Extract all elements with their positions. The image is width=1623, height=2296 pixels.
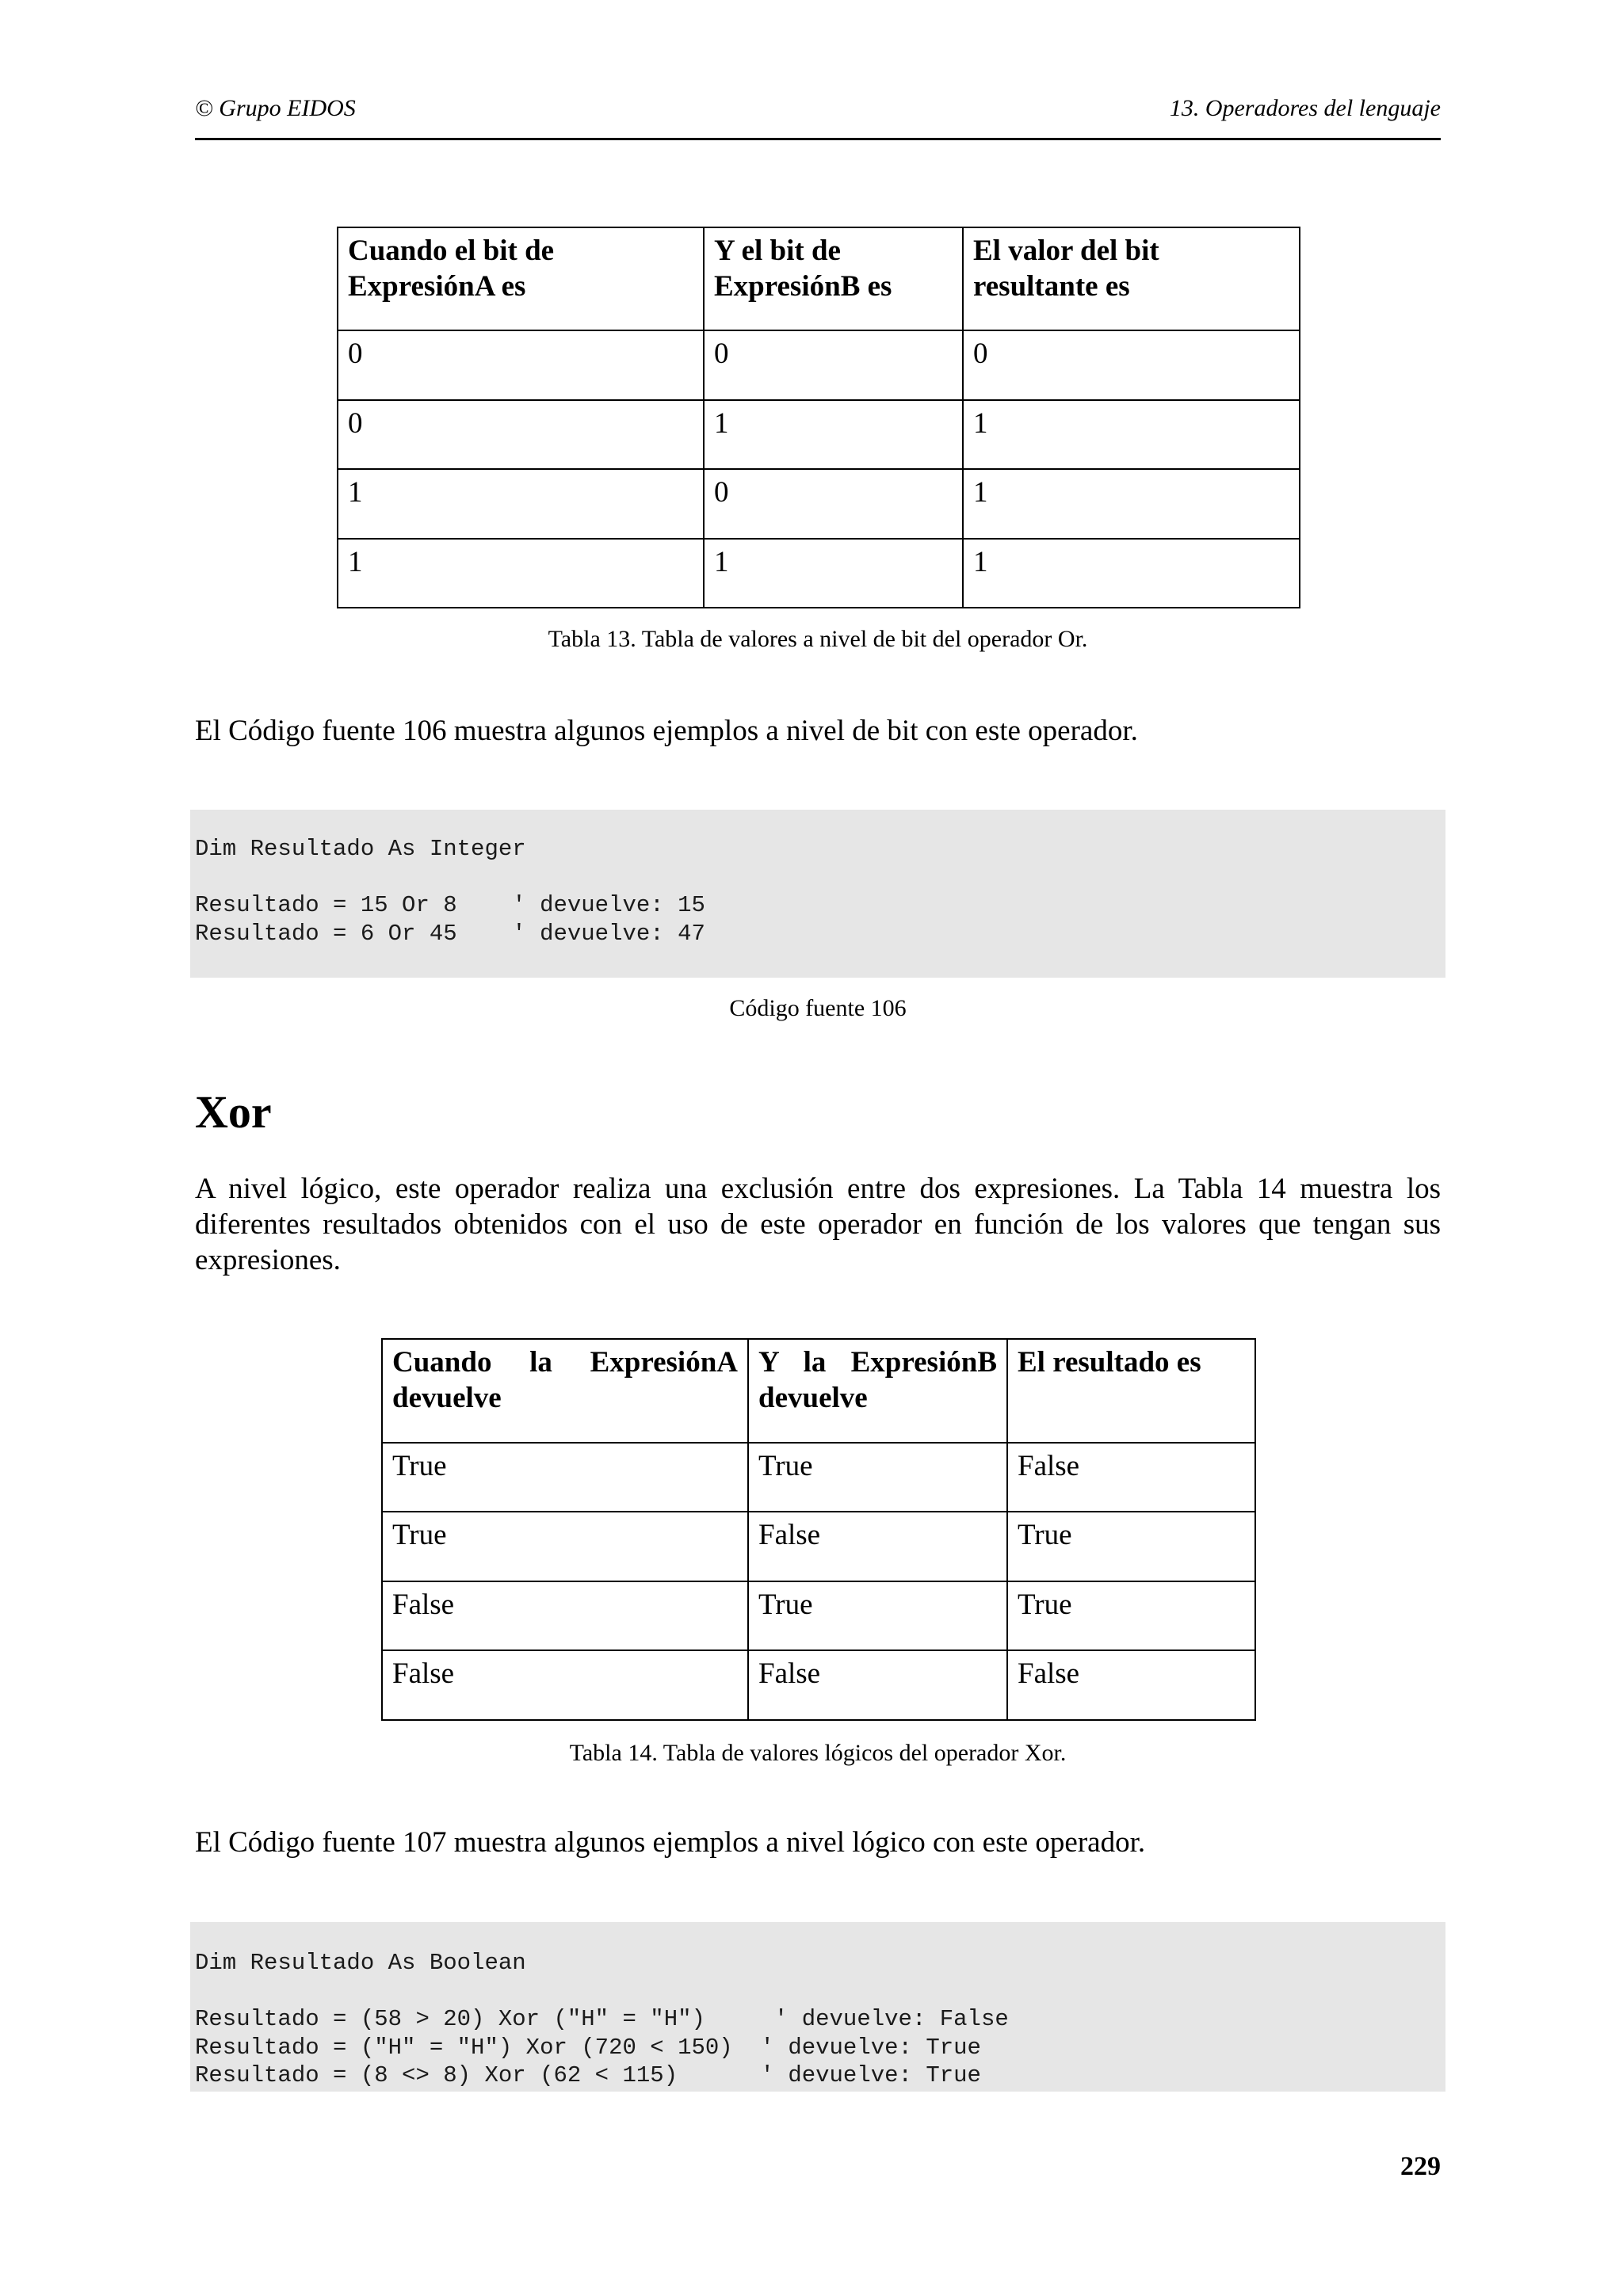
table-cell: True: [1007, 1512, 1255, 1581]
code-block-106: [190, 810, 1445, 978]
table-row: [382, 1443, 1255, 1512]
table-cell: True: [1007, 1581, 1255, 1650]
table-row: [338, 469, 1300, 539]
table-header-row: [338, 227, 1300, 330]
section-heading: Xor: [195, 1086, 272, 1138]
table-cell: False: [382, 1650, 748, 1720]
code-line: Resultado = 15 Or 8 ' devuelve: 15: [195, 892, 705, 918]
table-cell: False: [748, 1650, 1007, 1720]
table-cell: False: [748, 1512, 1007, 1581]
table-cell: 0: [338, 330, 704, 400]
code-line: Resultado = (58 > 20) Xor ("H" = "H") ' devuelve: False: [195, 2006, 1009, 2032]
header-rule: [195, 138, 1441, 140]
table-14: [381, 1338, 1256, 1721]
page-number: 229: [1400, 2152, 1441, 2181]
table-cell: 1: [338, 469, 704, 539]
table-cell: 0: [963, 330, 1300, 400]
table-cell: 0: [704, 330, 963, 400]
code-blank-line: [195, 864, 1445, 892]
table-row: [382, 1650, 1255, 1720]
table-cell: 0: [338, 400, 704, 469]
table-row: [338, 400, 1300, 469]
table-header-cell: Y el bit de ExpresiónB es: [704, 227, 963, 330]
code-blank-line: [195, 1978, 1445, 2006]
header-right: 13. Operadores del lenguaje: [1169, 95, 1441, 121]
table-header-cell: El valor del bit resultante es: [963, 227, 1300, 330]
table-header-cell: Y la ExpresiónB devuelve: [748, 1339, 1007, 1443]
table-header-cell: El resultado es: [1007, 1339, 1255, 1443]
table-cell: True: [748, 1581, 1007, 1650]
code-line: Resultado = ("H" = "H") Xor (720 < 150) ' devuelve: True: [195, 2034, 981, 2061]
table-cell: True: [382, 1443, 748, 1512]
table-cell: 1: [704, 539, 963, 608]
table-cell: True: [382, 1512, 748, 1581]
table-13-caption: Tabla 13. Tabla de valores a nivel de bit del operador Or.: [548, 626, 1088, 652]
table-cell: 1: [963, 400, 1300, 469]
table-cell: True: [748, 1443, 1007, 1512]
code-block-107: [190, 1922, 1445, 2092]
table-cell: False: [1007, 1443, 1255, 1512]
table-cell: 1: [338, 539, 704, 608]
table-cell: False: [382, 1581, 748, 1650]
paragraph-code-106-intro: El Código fuente 106 muestra algunos ejemplos a nivel de bit con este operador.: [195, 715, 1138, 747]
table-cell: 1: [963, 469, 1300, 539]
code-line: Resultado = 6 Or 45 ' devuelve: 47: [195, 920, 705, 947]
code-106-caption: Código fuente 106: [729, 995, 907, 1021]
paragraph-code-107-intro: El Código fuente 107 muestra algunos ejemplos a nivel lógico con este operador.: [195, 1826, 1146, 1859]
table-row: [338, 539, 1300, 608]
table-header-row: [382, 1339, 1255, 1443]
table-cell: 1: [704, 400, 963, 469]
table-cell: 0: [704, 469, 963, 539]
table-row: [338, 330, 1300, 400]
section-paragraph: A nivel lógico, este operador realiza una exclusión entre dos expresiones. La Tabla 14 muestra los diferentes resultados obtenidos con el uso de este operador en función de los valores que tengan sus expresiones.: [195, 1173, 1441, 1276]
table-row: [382, 1581, 1255, 1650]
code-line: Dim Resultado As Integer: [195, 836, 526, 862]
table-row: [382, 1512, 1255, 1581]
code-line: Resultado = (8 <> 8) Xor (62 < 115) ' devuelve: True: [195, 2062, 981, 2088]
table-header-cell: Cuando la ExpresiónA devuelve: [382, 1339, 748, 1443]
header-left: © Grupo EIDOS: [195, 95, 356, 121]
table-cell: 1: [963, 539, 1300, 608]
table-cell: False: [1007, 1650, 1255, 1720]
table-13: [337, 227, 1300, 608]
table-header-cell: Cuando el bit de ExpresiónA es: [338, 227, 704, 330]
code-line: Dim Resultado As Boolean: [195, 1950, 526, 1976]
table-14-caption: Tabla 14. Tabla de valores lógicos del operador Xor.: [569, 1740, 1067, 1766]
